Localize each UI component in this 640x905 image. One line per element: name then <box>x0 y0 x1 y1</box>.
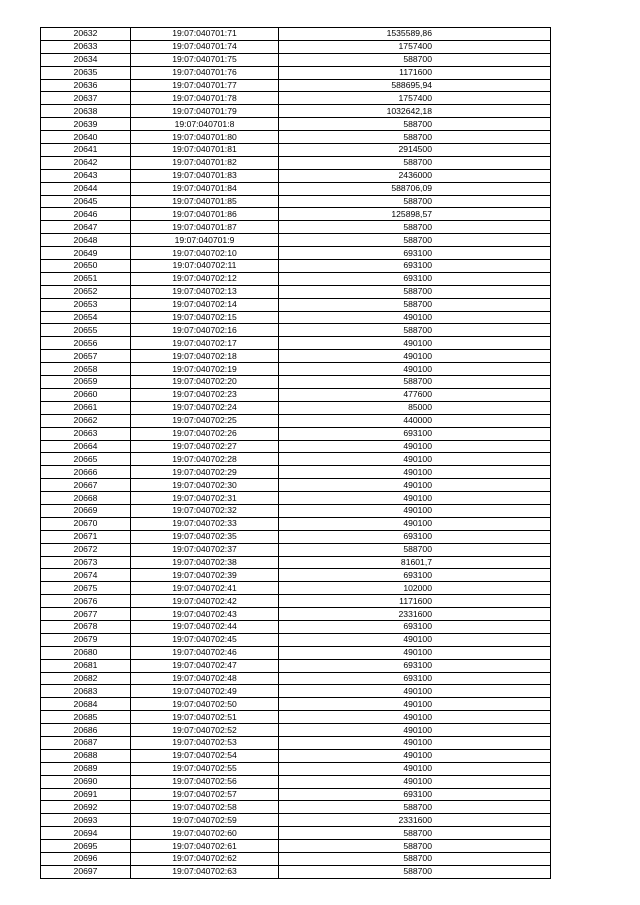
table-row <box>41 221 551 234</box>
cadastral-number-cell: 19:07:040702:56 <box>131 775 279 788</box>
cadastral-number-cell: 19:07:040702:16 <box>131 324 279 337</box>
row-number-cell: 20675 <box>41 582 131 595</box>
row-number-cell: 20691 <box>41 788 131 801</box>
value-cell: 588700 <box>279 221 551 234</box>
cadastral-number-cell: 19:07:040702:38 <box>131 556 279 569</box>
row-number-cell: 20687 <box>41 736 131 749</box>
value-cell: 588700 <box>279 865 551 878</box>
data-table <box>40 27 551 879</box>
row-number-cell: 20676 <box>41 595 131 608</box>
table-row <box>41 517 551 530</box>
cadastral-number-cell: 19:07:040701:84 <box>131 182 279 195</box>
cadastral-number-cell: 19:07:040702:48 <box>131 672 279 685</box>
table-row <box>41 646 551 659</box>
value-cell: 588700 <box>279 840 551 853</box>
cadastral-number-cell: 19:07:040701:82 <box>131 156 279 169</box>
table-row <box>41 479 551 492</box>
table-row <box>41 156 551 169</box>
row-number-cell: 20694 <box>41 827 131 840</box>
cadastral-number-cell: 19:07:040702:62 <box>131 853 279 866</box>
value-cell: 102000 <box>279 582 551 595</box>
cadastral-number-cell: 19:07:040702:57 <box>131 788 279 801</box>
cadastral-number-cell: 19:07:040702:44 <box>131 620 279 633</box>
table-row <box>41 556 551 569</box>
value-cell: 1757400 <box>279 92 551 105</box>
row-number-cell: 20649 <box>41 247 131 260</box>
table-row <box>41 195 551 208</box>
value-cell: 1032642,18 <box>279 105 551 118</box>
row-number-cell: 20654 <box>41 311 131 324</box>
row-number-cell: 20674 <box>41 569 131 582</box>
row-number-cell: 20658 <box>41 363 131 376</box>
cadastral-number-cell: 19:07:040701:8 <box>131 118 279 131</box>
cadastral-number-cell: 19:07:040702:27 <box>131 440 279 453</box>
row-number-cell: 20662 <box>41 414 131 427</box>
value-cell: 2914500 <box>279 144 551 157</box>
cadastral-number-cell: 19:07:040702:13 <box>131 285 279 298</box>
table-row <box>41 608 551 621</box>
table-row <box>41 685 551 698</box>
value-cell: 2331600 <box>279 814 551 827</box>
row-number-cell: 20670 <box>41 517 131 530</box>
cadastral-number-cell: 19:07:040702:43 <box>131 608 279 621</box>
cadastral-number-cell: 19:07:040702:30 <box>131 479 279 492</box>
table-row <box>41 827 551 840</box>
cadastral-number-cell: 19:07:040701:85 <box>131 195 279 208</box>
table-row <box>41 633 551 646</box>
value-cell: 490100 <box>279 698 551 711</box>
table-row <box>41 285 551 298</box>
table-row <box>41 118 551 131</box>
cadastral-number-cell: 19:07:040701:81 <box>131 144 279 157</box>
value-cell: 490100 <box>279 517 551 530</box>
value-cell: 588700 <box>279 156 551 169</box>
value-cell: 588700 <box>279 131 551 144</box>
cadastral-number-cell: 19:07:040701:9 <box>131 234 279 247</box>
cadastral-number-cell: 19:07:040701:77 <box>131 79 279 92</box>
value-cell: 588700 <box>279 234 551 247</box>
value-cell: 1535589,86 <box>279 28 551 41</box>
value-cell: 588700 <box>279 195 551 208</box>
table-row <box>41 208 551 221</box>
table-row <box>41 376 551 389</box>
value-cell: 490100 <box>279 762 551 775</box>
row-number-cell: 20673 <box>41 556 131 569</box>
table-row <box>41 724 551 737</box>
table-row <box>41 840 551 853</box>
cadastral-number-cell: 19:07:040702:19 <box>131 363 279 376</box>
table-row <box>41 363 551 376</box>
row-number-cell: 20668 <box>41 492 131 505</box>
cadastral-number-cell: 19:07:040701:79 <box>131 105 279 118</box>
cadastral-number-cell: 19:07:040702:15 <box>131 311 279 324</box>
cadastral-number-cell: 19:07:040702:39 <box>131 569 279 582</box>
cadastral-number-cell: 19:07:040702:28 <box>131 453 279 466</box>
table-row <box>41 865 551 878</box>
value-cell: 693100 <box>279 620 551 633</box>
value-cell: 125898,57 <box>279 208 551 221</box>
value-cell: 490100 <box>279 724 551 737</box>
cadastral-number-cell: 19:07:040702:51 <box>131 711 279 724</box>
cadastral-number-cell: 19:07:040701:71 <box>131 28 279 41</box>
row-number-cell: 20653 <box>41 298 131 311</box>
row-number-cell: 20686 <box>41 724 131 737</box>
cadastral-number-cell: 19:07:040702:55 <box>131 762 279 775</box>
value-cell: 693100 <box>279 247 551 260</box>
value-cell: 490100 <box>279 646 551 659</box>
table-row <box>41 788 551 801</box>
value-cell: 588706,09 <box>279 182 551 195</box>
row-number-cell: 20682 <box>41 672 131 685</box>
row-number-cell: 20632 <box>41 28 131 41</box>
value-cell: 490100 <box>279 775 551 788</box>
row-number-cell: 20664 <box>41 440 131 453</box>
value-cell: 2331600 <box>279 608 551 621</box>
row-number-cell: 20695 <box>41 840 131 853</box>
row-number-cell: 20663 <box>41 427 131 440</box>
row-number-cell: 20688 <box>41 749 131 762</box>
table-row <box>41 105 551 118</box>
cadastral-number-cell: 19:07:040702:23 <box>131 388 279 401</box>
value-cell: 2436000 <box>279 169 551 182</box>
row-number-cell: 20677 <box>41 608 131 621</box>
table-row <box>41 698 551 711</box>
cadastral-number-cell: 19:07:040702:58 <box>131 801 279 814</box>
table-row <box>41 92 551 105</box>
row-number-cell: 20680 <box>41 646 131 659</box>
value-cell: 588695,94 <box>279 79 551 92</box>
table-row <box>41 595 551 608</box>
value-cell: 693100 <box>279 659 551 672</box>
row-number-cell: 20661 <box>41 401 131 414</box>
value-cell: 490100 <box>279 453 551 466</box>
table-row <box>41 749 551 762</box>
value-cell: 693100 <box>279 272 551 285</box>
cadastral-number-cell: 19:07:040701:78 <box>131 92 279 105</box>
cadastral-number-cell: 19:07:040702:18 <box>131 350 279 363</box>
value-cell: 85000 <box>279 401 551 414</box>
table-row <box>41 182 551 195</box>
value-cell: 588700 <box>279 118 551 131</box>
value-cell: 490100 <box>279 350 551 363</box>
table-row <box>41 401 551 414</box>
table-row <box>41 144 551 157</box>
cadastral-number-cell: 19:07:040702:14 <box>131 298 279 311</box>
row-number-cell: 20660 <box>41 388 131 401</box>
row-number-cell: 20650 <box>41 260 131 273</box>
cadastral-number-cell: 19:07:040701:75 <box>131 53 279 66</box>
table-row <box>41 79 551 92</box>
cadastral-number-cell: 19:07:040702:35 <box>131 530 279 543</box>
cadastral-number-cell: 19:07:040702:12 <box>131 272 279 285</box>
cadastral-number-cell: 19:07:040702:37 <box>131 543 279 556</box>
table-row <box>41 40 551 53</box>
cadastral-number-cell: 19:07:040702:45 <box>131 633 279 646</box>
table-row <box>41 324 551 337</box>
cadastral-number-cell: 19:07:040702:61 <box>131 840 279 853</box>
value-cell: 588700 <box>279 543 551 556</box>
cadastral-number-cell: 19:07:040702:63 <box>131 865 279 878</box>
table-row <box>41 466 551 479</box>
cadastral-number-cell: 19:07:040702:46 <box>131 646 279 659</box>
table-row <box>41 311 551 324</box>
table-row <box>41 711 551 724</box>
value-cell: 588700 <box>279 376 551 389</box>
cadastral-number-cell: 19:07:040702:29 <box>131 466 279 479</box>
row-number-cell: 20692 <box>41 801 131 814</box>
row-number-cell: 20690 <box>41 775 131 788</box>
table-row <box>41 453 551 466</box>
table-row <box>41 659 551 672</box>
cadastral-number-cell: 19:07:040702:50 <box>131 698 279 711</box>
row-number-cell: 20665 <box>41 453 131 466</box>
row-number-cell: 20643 <box>41 169 131 182</box>
value-cell: 490100 <box>279 337 551 350</box>
table-row <box>41 247 551 260</box>
row-number-cell: 20636 <box>41 79 131 92</box>
row-number-cell: 20681 <box>41 659 131 672</box>
value-cell: 490100 <box>279 504 551 517</box>
cadastral-number-cell: 19:07:040701:86 <box>131 208 279 221</box>
table-row <box>41 427 551 440</box>
value-cell: 693100 <box>279 530 551 543</box>
value-cell: 1757400 <box>279 40 551 53</box>
row-number-cell: 20638 <box>41 105 131 118</box>
table-row <box>41 762 551 775</box>
table-row <box>41 169 551 182</box>
value-cell: 693100 <box>279 260 551 273</box>
value-cell: 477600 <box>279 388 551 401</box>
value-cell: 490100 <box>279 633 551 646</box>
row-number-cell: 20647 <box>41 221 131 234</box>
cadastral-number-cell: 19:07:040701:83 <box>131 169 279 182</box>
value-cell: 490100 <box>279 711 551 724</box>
cadastral-number-cell: 19:07:040702:49 <box>131 685 279 698</box>
cadastral-number-cell: 19:07:040702:41 <box>131 582 279 595</box>
table-row <box>41 350 551 363</box>
table-row <box>41 388 551 401</box>
value-cell: 490100 <box>279 440 551 453</box>
row-number-cell: 20646 <box>41 208 131 221</box>
value-cell: 588700 <box>279 298 551 311</box>
cadastral-number-cell: 19:07:040702:52 <box>131 724 279 737</box>
row-number-cell: 20645 <box>41 195 131 208</box>
table-row <box>41 672 551 685</box>
table-row <box>41 504 551 517</box>
row-number-cell: 20685 <box>41 711 131 724</box>
row-number-cell: 20696 <box>41 853 131 866</box>
row-number-cell: 20642 <box>41 156 131 169</box>
table-row <box>41 66 551 79</box>
cadastral-number-cell: 19:07:040702:17 <box>131 337 279 350</box>
table-row <box>41 620 551 633</box>
row-number-cell: 20679 <box>41 633 131 646</box>
value-cell: 588700 <box>279 53 551 66</box>
table-row <box>41 440 551 453</box>
row-number-cell: 20667 <box>41 479 131 492</box>
row-number-cell: 20640 <box>41 131 131 144</box>
row-number-cell: 20648 <box>41 234 131 247</box>
cadastral-number-cell: 19:07:040702:20 <box>131 376 279 389</box>
table-row <box>41 234 551 247</box>
cadastral-number-cell: 19:07:040702:25 <box>131 414 279 427</box>
row-number-cell: 20671 <box>41 530 131 543</box>
table-row <box>41 853 551 866</box>
value-cell: 588700 <box>279 324 551 337</box>
table-row <box>41 272 551 285</box>
value-cell: 490100 <box>279 749 551 762</box>
value-cell: 693100 <box>279 427 551 440</box>
row-number-cell: 20639 <box>41 118 131 131</box>
value-cell: 693100 <box>279 569 551 582</box>
value-cell: 490100 <box>279 492 551 505</box>
row-number-cell: 20672 <box>41 543 131 556</box>
cadastral-number-cell: 19:07:040702:42 <box>131 595 279 608</box>
value-cell: 81601,7 <box>279 556 551 569</box>
row-number-cell: 20666 <box>41 466 131 479</box>
cadastral-number-cell: 19:07:040701:80 <box>131 131 279 144</box>
table-row <box>41 337 551 350</box>
value-cell: 490100 <box>279 311 551 324</box>
cadastral-number-cell: 19:07:040701:87 <box>131 221 279 234</box>
cadastral-number-cell: 19:07:040702:47 <box>131 659 279 672</box>
row-number-cell: 20655 <box>41 324 131 337</box>
table-row <box>41 543 551 556</box>
value-cell: 490100 <box>279 736 551 749</box>
row-number-cell: 20683 <box>41 685 131 698</box>
row-number-cell: 20641 <box>41 144 131 157</box>
row-number-cell: 20678 <box>41 620 131 633</box>
row-number-cell: 20697 <box>41 865 131 878</box>
table-row <box>41 298 551 311</box>
row-number-cell: 20684 <box>41 698 131 711</box>
table-row <box>41 260 551 273</box>
table-row <box>41 492 551 505</box>
table-row <box>41 28 551 41</box>
row-number-cell: 20634 <box>41 53 131 66</box>
value-cell: 1171600 <box>279 595 551 608</box>
cadastral-number-cell: 19:07:040701:76 <box>131 66 279 79</box>
row-number-cell: 20637 <box>41 92 131 105</box>
value-cell: 588700 <box>279 285 551 298</box>
table-row <box>41 801 551 814</box>
cadastral-number-cell: 19:07:040702:10 <box>131 247 279 260</box>
value-cell: 490100 <box>279 363 551 376</box>
cadastral-number-cell: 19:07:040701:74 <box>131 40 279 53</box>
cadastral-number-cell: 19:07:040702:54 <box>131 749 279 762</box>
row-number-cell: 20693 <box>41 814 131 827</box>
cadastral-number-cell: 19:07:040702:33 <box>131 517 279 530</box>
table-row <box>41 131 551 144</box>
row-number-cell: 20652 <box>41 285 131 298</box>
value-cell: 490100 <box>279 685 551 698</box>
row-number-cell: 20633 <box>41 40 131 53</box>
table-row <box>41 569 551 582</box>
value-cell: 693100 <box>279 672 551 685</box>
row-number-cell: 20659 <box>41 376 131 389</box>
table-row <box>41 582 551 595</box>
cadastral-number-cell: 19:07:040702:53 <box>131 736 279 749</box>
table-row <box>41 736 551 749</box>
value-cell: 490100 <box>279 479 551 492</box>
table-row <box>41 530 551 543</box>
row-number-cell: 20656 <box>41 337 131 350</box>
row-number-cell: 20669 <box>41 504 131 517</box>
table-row <box>41 775 551 788</box>
row-number-cell: 20651 <box>41 272 131 285</box>
cadastral-number-cell: 19:07:040702:31 <box>131 492 279 505</box>
value-cell: 588700 <box>279 853 551 866</box>
row-number-cell: 20657 <box>41 350 131 363</box>
value-cell: 440000 <box>279 414 551 427</box>
table-row <box>41 414 551 427</box>
value-cell: 490100 <box>279 466 551 479</box>
row-number-cell: 20635 <box>41 66 131 79</box>
cadastral-number-cell: 19:07:040702:60 <box>131 827 279 840</box>
value-cell: 588700 <box>279 801 551 814</box>
cadastral-number-cell: 19:07:040702:24 <box>131 401 279 414</box>
row-number-cell: 20644 <box>41 182 131 195</box>
row-number-cell: 20689 <box>41 762 131 775</box>
value-cell: 693100 <box>279 788 551 801</box>
cadastral-number-cell: 19:07:040702:26 <box>131 427 279 440</box>
value-cell: 588700 <box>279 827 551 840</box>
table-body <box>41 28 551 879</box>
cadastral-number-cell: 19:07:040702:59 <box>131 814 279 827</box>
table-row <box>41 814 551 827</box>
table-row <box>41 53 551 66</box>
cadastral-number-cell: 19:07:040702:11 <box>131 260 279 273</box>
cadastral-number-cell: 19:07:040702:32 <box>131 504 279 517</box>
value-cell: 1171600 <box>279 66 551 79</box>
